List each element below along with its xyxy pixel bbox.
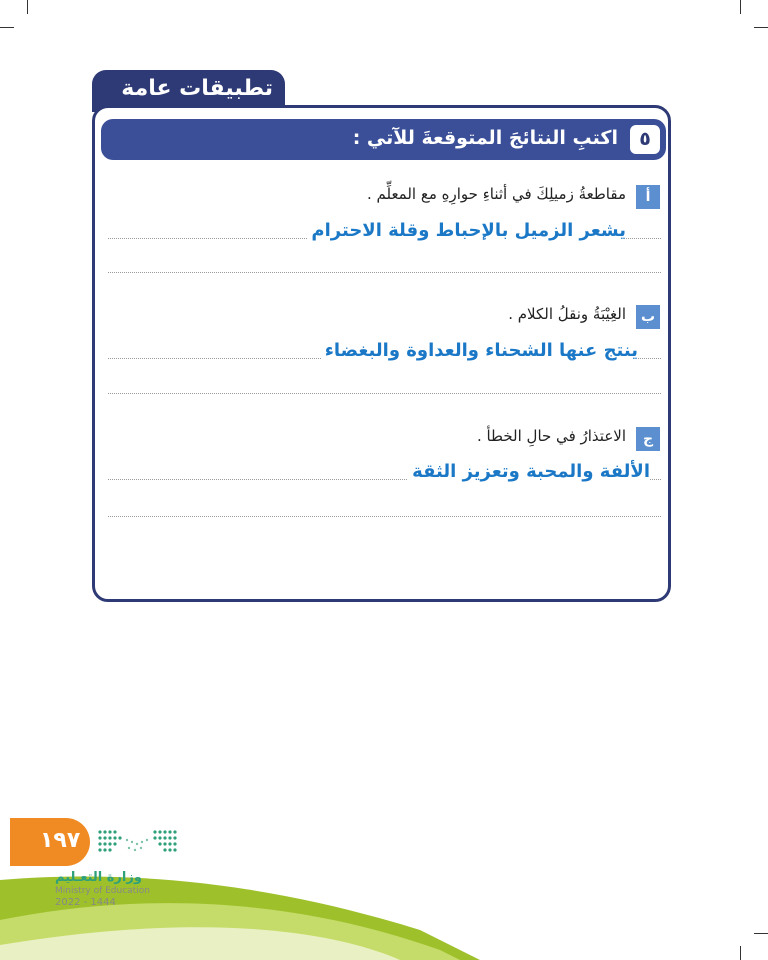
answer-line bbox=[108, 516, 661, 517]
item-answer-b: ينتج عنها الشحناء والعداوة والبغضاء bbox=[321, 340, 638, 361]
item-question-c: الاعتذارُ في حالِ الخطأ . bbox=[476, 427, 626, 445]
page-number: ١٩٧ bbox=[40, 828, 81, 853]
crop-mark bbox=[0, 27, 14, 28]
crop-mark bbox=[740, 946, 741, 960]
item-answer-a: يشعر الزميل بالإحباط وقلة الاحترام bbox=[307, 220, 626, 241]
crop-mark bbox=[754, 27, 768, 28]
page-number-badge bbox=[10, 818, 90, 866]
section-tab-title: تطبيقات عامة bbox=[121, 76, 273, 101]
ministry-name-arabic: وزارة التعـليم bbox=[55, 870, 142, 885]
exercise-instruction: اكتبِ النتائجَ المتوقعةَ للآتي : bbox=[352, 127, 618, 149]
exercise-banner bbox=[101, 119, 666, 160]
answer-line bbox=[108, 393, 661, 394]
edition-year: 2022 - 1444 bbox=[55, 897, 116, 908]
item-answer-c: الألفة والمحبة وتعزيز الثقة bbox=[408, 461, 650, 482]
crop-mark bbox=[740, 0, 741, 14]
answer-line bbox=[108, 272, 661, 273]
crop-mark bbox=[754, 933, 768, 934]
ministry-logo-icon bbox=[97, 828, 181, 858]
ministry-name-english: Ministry of Education bbox=[55, 886, 150, 896]
item-question-b: الغِيْبَةُ ونقلُ الكلام . bbox=[508, 305, 626, 323]
item-letter-a: أ bbox=[636, 185, 660, 209]
item-question-a: مقاطعةُ زميلِكَ في أثناءِ حوارِهِ مع المعلِّم . bbox=[366, 185, 626, 203]
crop-mark bbox=[27, 0, 28, 14]
item-letter-b: ب bbox=[636, 305, 660, 329]
exercise-number: ٥ bbox=[630, 125, 660, 154]
item-letter-c: ج bbox=[636, 427, 660, 451]
